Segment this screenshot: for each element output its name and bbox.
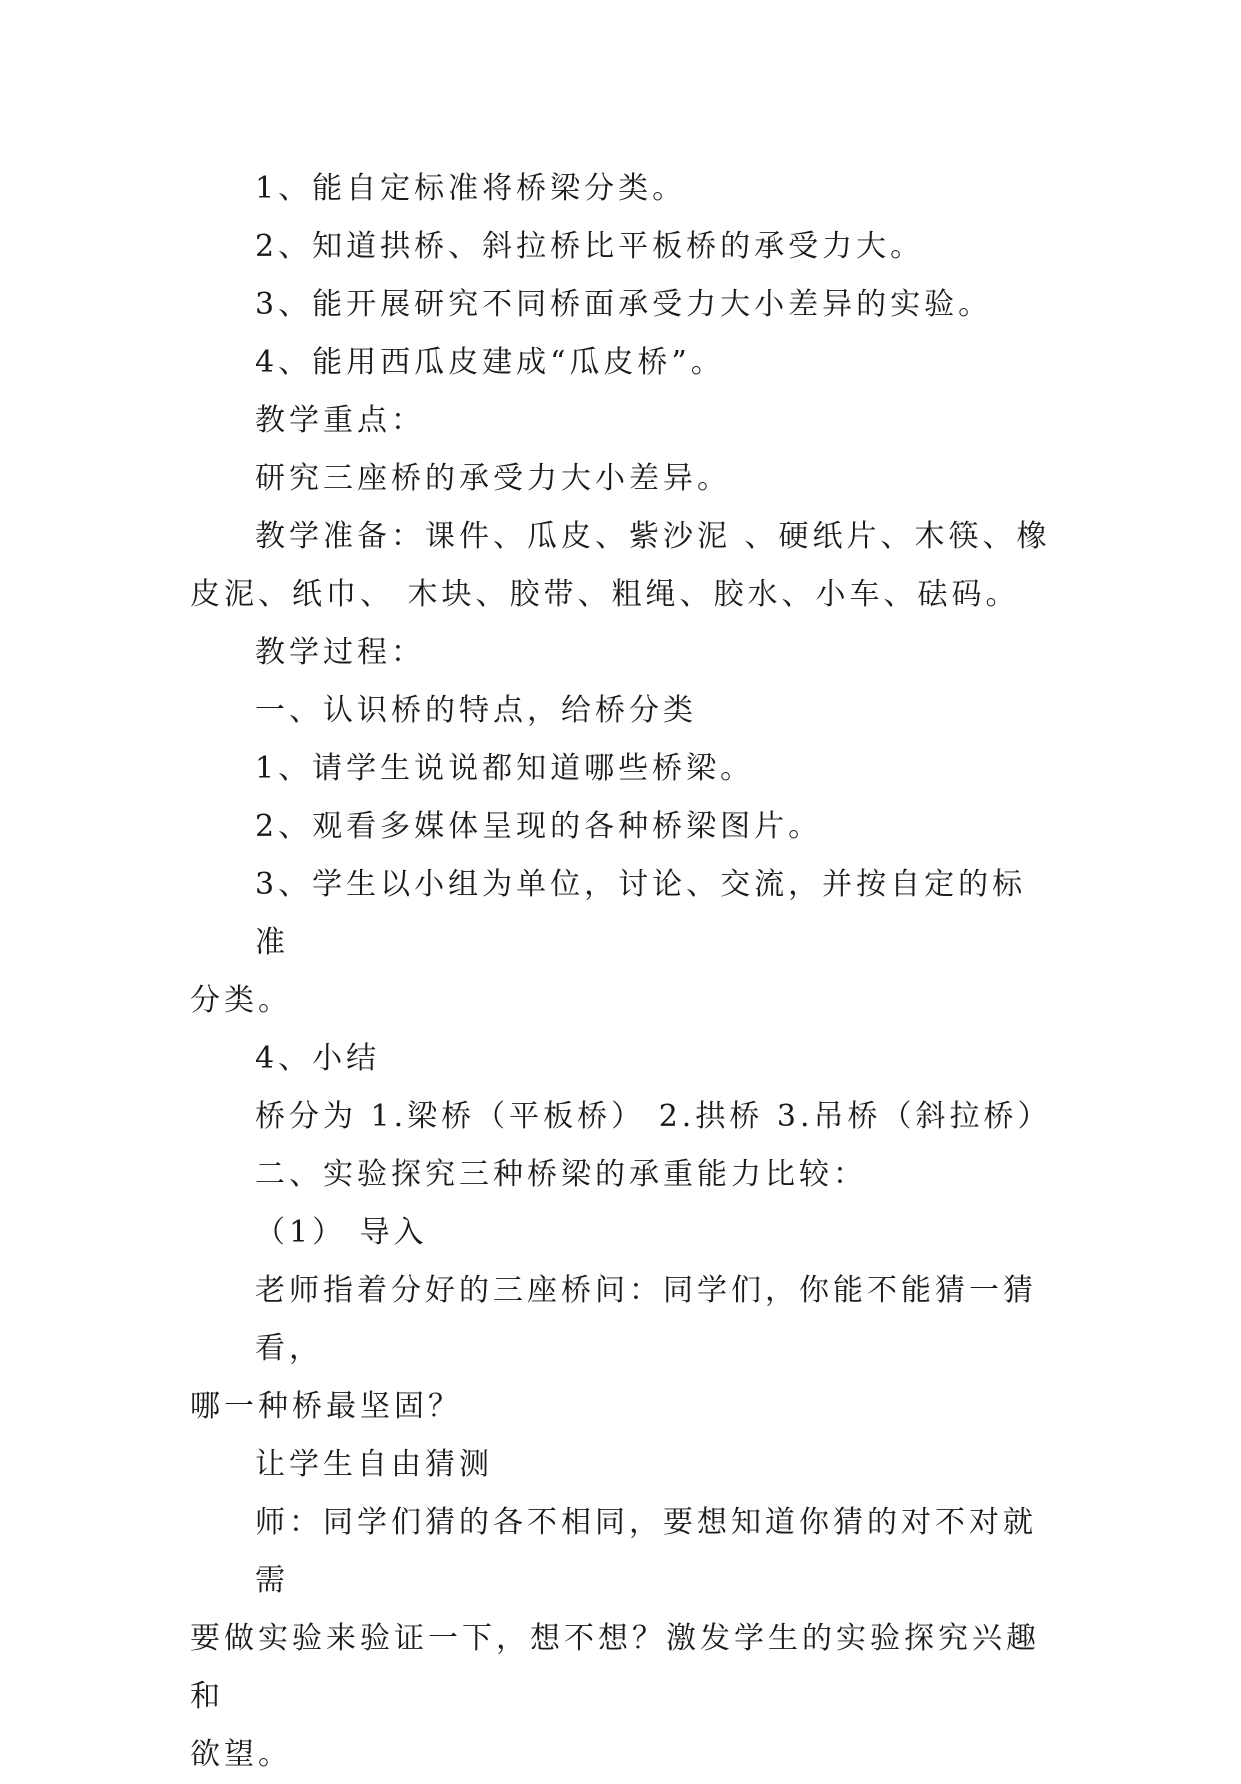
preparation-line-2: 皮泥、纸巾、 木块、胶带、粗绳、胶水、小车、砝码。 bbox=[190, 577, 1020, 612]
document-body bbox=[0, 160, 1241, 1784]
step-3-line-1: 3、学生以小组为单位，讨论、交流，并按自定的标准 bbox=[255, 867, 1027, 960]
key-point-heading: 教学重点： bbox=[255, 403, 425, 438]
step-2: 2、观看多媒体呈现的各种桥梁图片。 bbox=[255, 809, 823, 844]
teacher-response-line-1: 师：同学们猜的各不相同，要想知道你猜的对不对就需 bbox=[255, 1505, 1037, 1598]
teacher-response-line-3: 欲望。 bbox=[190, 1737, 292, 1772]
teacher-question-line-2: 哪一种桥最坚固？ bbox=[190, 1389, 462, 1424]
step-1: 1、请学生说说都知道哪些桥梁。 bbox=[255, 751, 755, 786]
teacher-question-line-1: 老师指着分好的三座桥问：同学们，你能不能猜一猜看， bbox=[255, 1273, 1037, 1366]
step-4: 4、小结 bbox=[255, 1041, 381, 1076]
process-heading: 教学过程： bbox=[255, 635, 425, 670]
objective-2: 2、知道拱桥、斜拉桥比平板桥的承受力大。 bbox=[255, 229, 925, 264]
objective-3: 3、能开展研究不同桥面承受力大小差异的实验。 bbox=[255, 287, 993, 322]
step-3-line-2: 分类。 bbox=[190, 983, 292, 1018]
section-1-heading: 一、认识桥的特点，给桥分类 bbox=[255, 693, 697, 728]
key-point-text: 研究三座桥的承受力大小差异。 bbox=[255, 461, 731, 496]
objective-1: 1、能自定标准将桥梁分类。 bbox=[255, 171, 687, 206]
subsection-intro: （1） 导入 bbox=[255, 1215, 428, 1250]
preparation-line-1: 教学准备：课件、瓜皮、紫沙泥 、硬纸片、木筷、橡 bbox=[255, 519, 1051, 554]
section-2-heading: 二、实验探究三种桥梁的承重能力比较： bbox=[255, 1157, 867, 1192]
objective-4: 4、能用西瓜皮建成“瓜皮桥”。 bbox=[255, 345, 725, 380]
teacher-response-line-2: 要做实验来验证一下，想不想？激发学生的实验探究兴趣和 bbox=[190, 1621, 1040, 1714]
bridge-classification: 桥分为 1.梁桥（平板桥） 2.拱桥 3.吊桥（斜拉桥） bbox=[255, 1099, 1052, 1134]
student-guess: 让学生自由猜测 bbox=[255, 1447, 493, 1482]
